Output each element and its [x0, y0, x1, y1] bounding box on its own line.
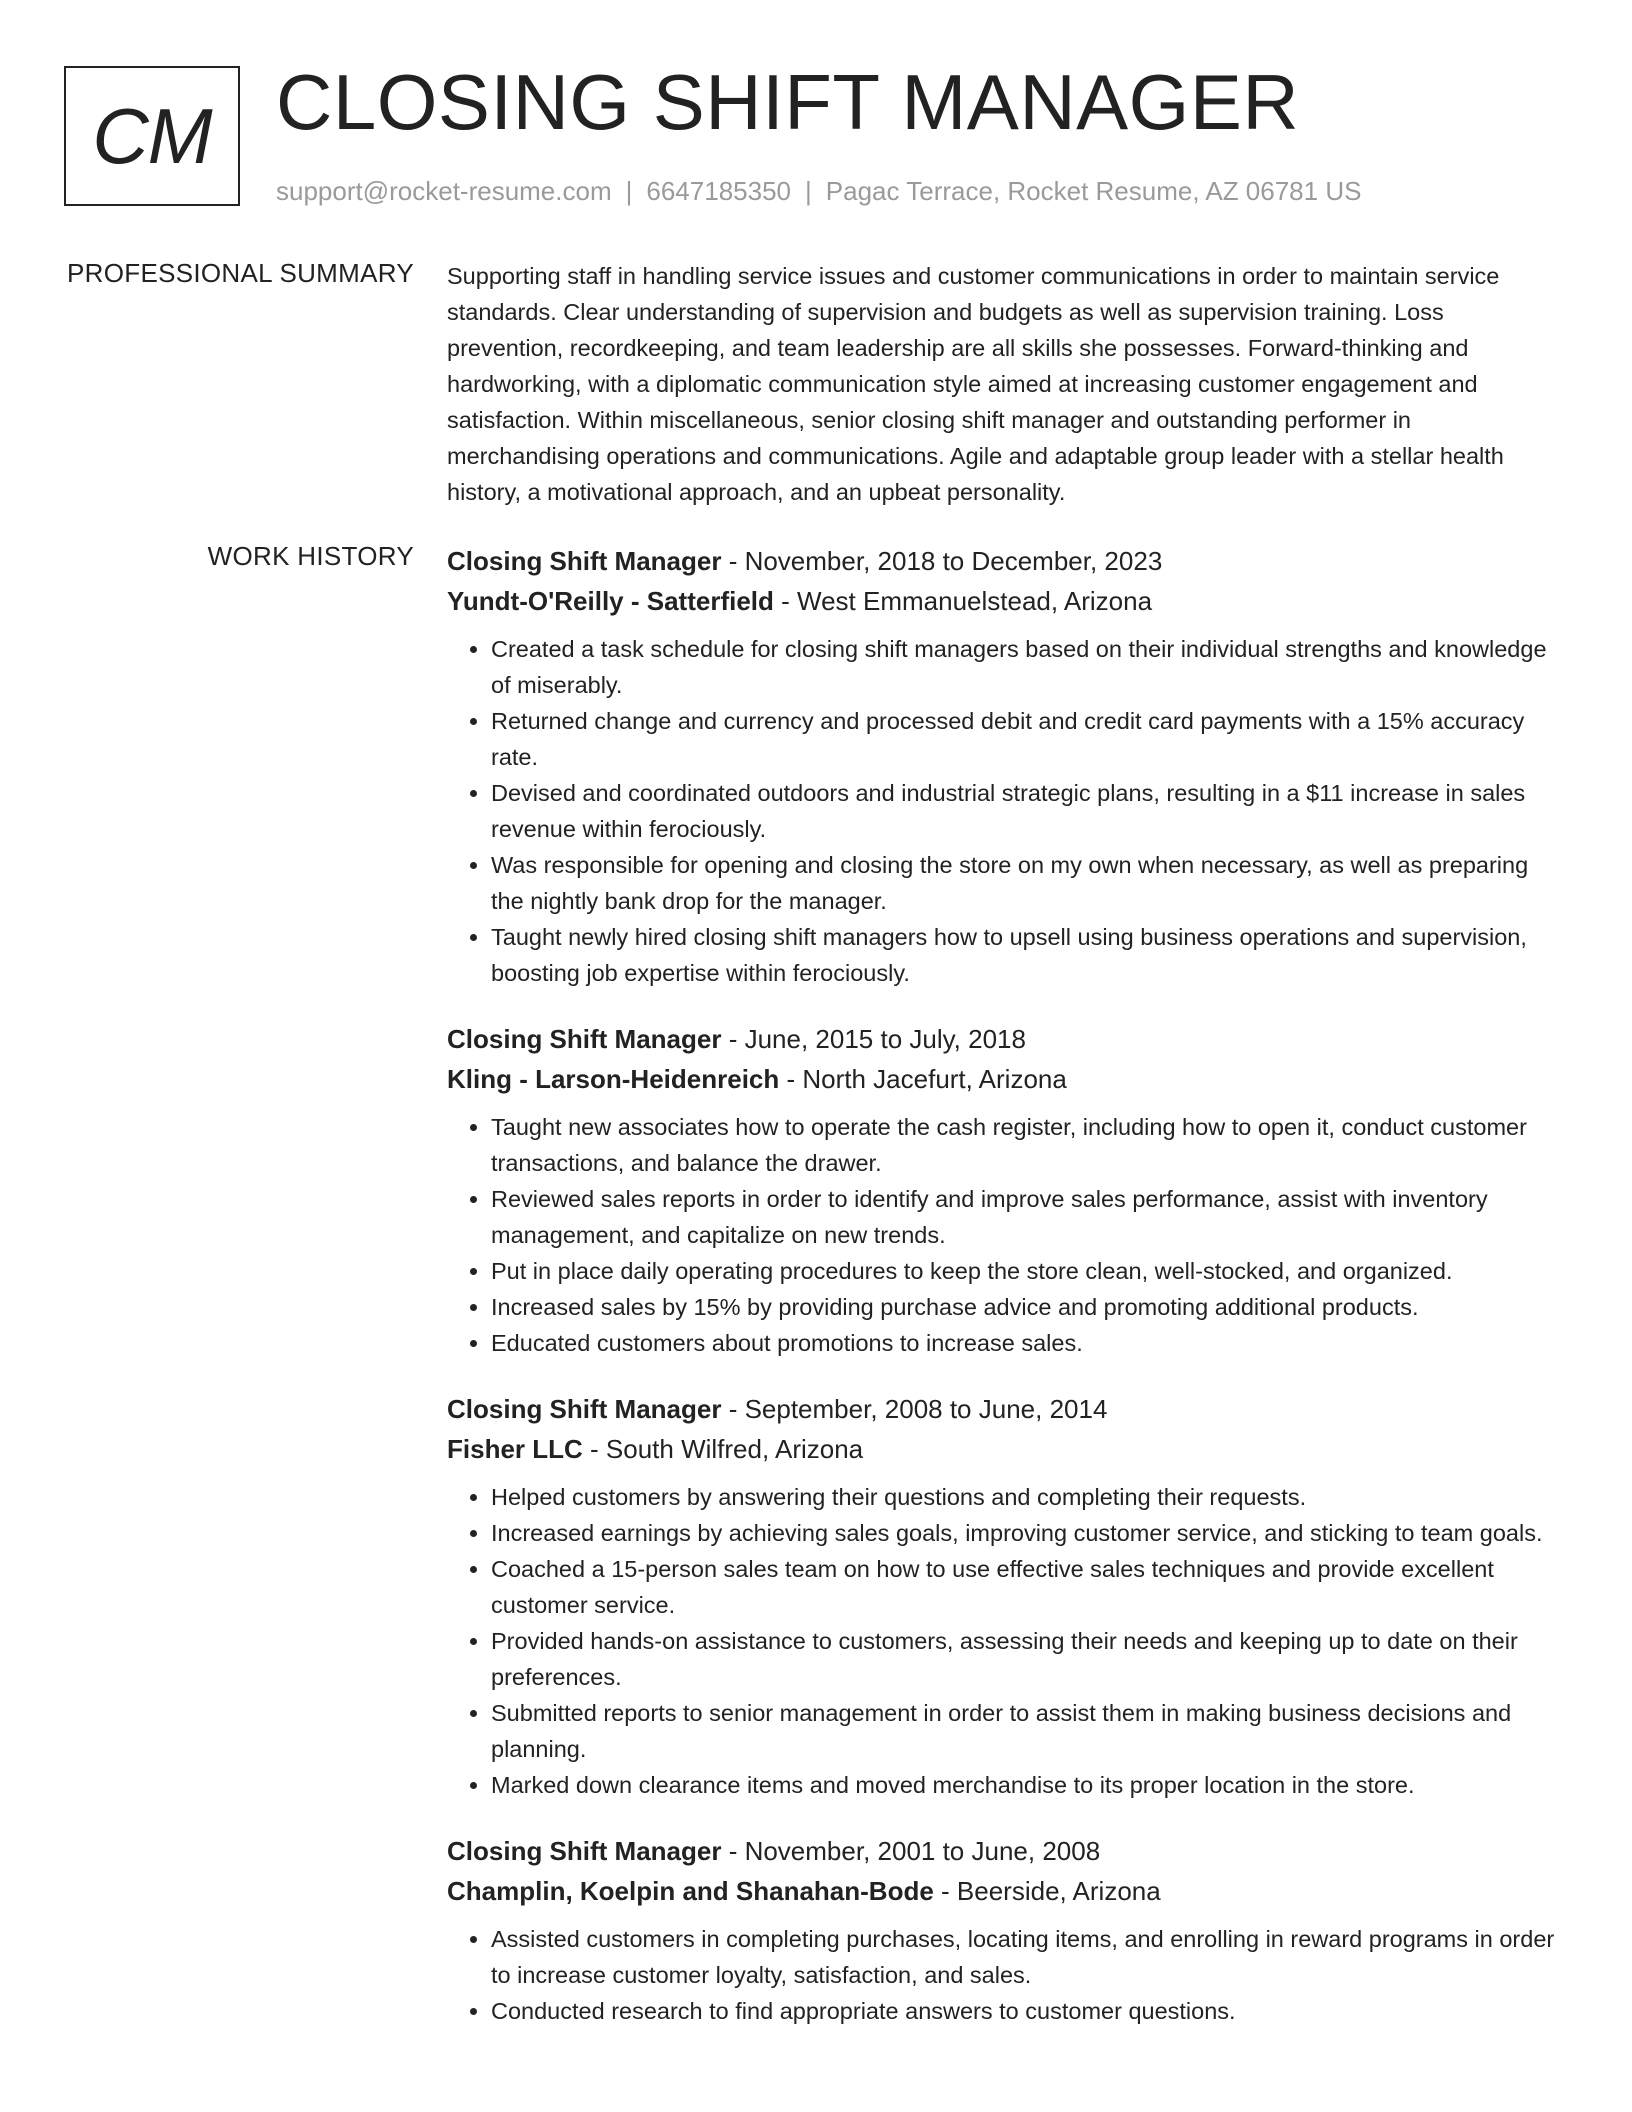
contact-separator: | — [805, 176, 812, 206]
job-bullet: • Put in place daily operating procedures to keep the store clean, well-stocked, and organized. — [491, 1253, 1557, 1289]
job-dates: - September, 2008 to June, 2014 — [721, 1394, 1108, 1424]
job-bullet-list — [447, 631, 1557, 991]
job-bullet: • Submitted reports to senior management in order to assist them in making business decisions and planning. — [491, 1695, 1557, 1767]
contact-line — [276, 176, 1361, 207]
job-location: - Beerside, Arizona — [933, 1876, 1161, 1906]
job-company: Fisher LLC — [447, 1434, 583, 1464]
job-bullet: • Assisted customers in completing purchases, locating items, and enrolling in reward programs in order to increase customer loyalty, satisfaction, and sales. — [491, 1921, 1557, 1993]
job-bullet: • Created a task schedule for closing shift managers based on their individual strengths and knowledge of miserably. — [491, 631, 1557, 703]
job-title-line — [447, 1389, 1557, 1429]
job-bullet: • Conducted research to find appropriate answers to customer questions. — [491, 1993, 1557, 2029]
job-location: - North Jacefurt, Arizona — [779, 1064, 1067, 1094]
job-title-line — [447, 1019, 1557, 1059]
job-bullet: • Increased sales by 15% by providing purchase advice and promoting additional products. — [491, 1289, 1557, 1325]
job-company-line — [447, 581, 1557, 621]
job-company-line — [447, 1871, 1557, 1911]
job-location: - West Emmanuelstead, Arizona — [773, 586, 1153, 616]
job-company: Champlin, Koelpin and Shanahan-Bode — [447, 1876, 934, 1906]
job-bullet: • Provided hands-on assistance to customers, assessing their needs and keeping up to date on their preferences. — [491, 1623, 1557, 1695]
job-bullet: • Coached a 15-person sales team on how to use effective sales techniques and provide excellent customer service. — [491, 1551, 1557, 1623]
contact-address: Pagac Terrace, Rocket Resume, AZ 06781 US — [825, 176, 1362, 206]
job-bullet: • Increased earnings by achieving sales goals, improving customer service, and sticking to team goals. — [491, 1515, 1557, 1551]
job-company: Kling - Larson-Heidenreich — [447, 1064, 780, 1094]
job-bullet: • Marked down clearance items and moved merchandise to its proper location in the store. — [491, 1767, 1557, 1803]
resume-title: CLOSING SHIFT MANAGER — [276, 58, 1300, 146]
job-company-line — [447, 1429, 1557, 1469]
job-bullet: • Educated customers about promotions to increase sales. — [491, 1325, 1557, 1361]
job-bullet: • Helped customers by answering their questions and completing their requests. — [491, 1479, 1557, 1515]
job-title-line — [447, 541, 1557, 581]
job-entry — [447, 541, 1557, 991]
section-label-summary: PROFESSIONAL SUMMARY — [67, 258, 414, 288]
job-bullet: • Returned change and currency and processed debit and credit card payments with a 15% accuracy rate. — [491, 703, 1557, 775]
job-company: Yundt-O'Reilly - Satterfield — [447, 586, 774, 616]
job-bullet-list — [447, 1921, 1557, 2029]
section-label-work-history: WORK HISTORY — [207, 541, 414, 571]
job-bullet: • Taught new associates how to operate the cash register, including how to open it, conduct customer transactions, and balance the drawer. — [491, 1109, 1557, 1181]
job-entry — [447, 1389, 1557, 1803]
job-title: Closing Shift Manager — [447, 546, 722, 576]
job-title: Closing Shift Manager — [447, 1836, 722, 1866]
job-title: Closing Shift Manager — [447, 1394, 722, 1424]
job-bullet: • Taught newly hired closing shift managers how to upsell using business operations and supervision, boosting job expertise within ferociously. — [491, 919, 1557, 991]
job-title-line — [447, 1831, 1557, 1871]
job-bullet-list — [447, 1109, 1557, 1361]
job-bullet: • Devised and coordinated outdoors and industrial strategic plans, resulting in a $11 increase in sales revenue within ferociously. — [491, 775, 1557, 847]
job-title: Closing Shift Manager — [447, 1024, 722, 1054]
job-dates: - November, 2001 to June, 2008 — [721, 1836, 1101, 1866]
contact-separator: | — [625, 176, 633, 206]
work-history-body — [447, 541, 1557, 2057]
job-bullet-list — [447, 1479, 1557, 1803]
contact-email[interactable]: support@rocket-resume.com — [276, 176, 612, 206]
summary-text: Supporting staff in handling service issues and customer communications in order to maintain service standards. Clear understanding of supervision and budgets as well as supervision training. Loss prevention, recordkeeping, and team leadership are all skills she possesses. Forward-thinking and hardworking, with a diplomatic communication style aimed at increasing customer engagement and satisfaction. Within miscellaneous, senior closing shift manager and outstanding performer in merchandising operations and communications. Agile and adaptable group leader with a stellar health history, a motivational approach, and an upbeat personality. — [447, 263, 1504, 505]
job-company-line — [447, 1059, 1557, 1099]
job-entry — [447, 1831, 1557, 2029]
summary-body — [447, 258, 1557, 510]
job-bullet: • Reviewed sales reports in order to identify and improve sales performance, assist with inventory management, and capitalize on new trends. — [491, 1181, 1557, 1253]
job-location: - South Wilfred, Arizona — [582, 1434, 864, 1464]
job-entry — [447, 1019, 1557, 1361]
job-dates: - June, 2015 to July, 2018 — [721, 1024, 1026, 1054]
job-bullet: • Was responsible for opening and closing the store on my own when necessary, as well as preparing the nightly bank drop for the manager. — [491, 847, 1557, 919]
contact-phone[interactable]: 6647185350 — [646, 176, 791, 206]
monogram-logo: CM — [64, 66, 240, 206]
job-dates: - November, 2018 to December, 2023 — [721, 546, 1163, 576]
